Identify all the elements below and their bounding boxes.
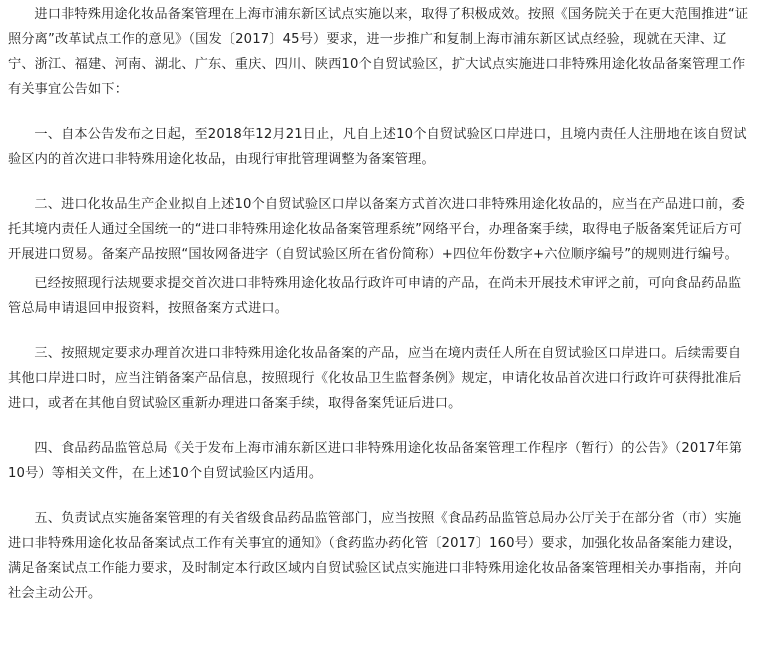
- clause-4-paragraph: 四、食品药品监管总局《关于发布上海市浦东新区进口非特殊用途化妆品备案管理工作程序（暂行）的公告》（2017年第10号）等相关文件，在上述10个自贸试验区内适用。: [8, 441, 743, 481]
- clause-2-paragraph: 二、进口化妆品生产企业拟自上述10个自贸试验区口岸以备案方式首次进口非特殊用途化妆品的，应当在产品进口前，委托其境内责任人通过全国统一的“进口非特殊用途化妆品备案管理系统”网络平台，办理备案手续，取得电子版备案凭证后方可开展进口贸易。备案产品按照“国妆网备进字（自贸试验区所在省份简称）+四位年份数字+六位顺序编号”的规则进行编号。: [8, 197, 746, 262]
- clause-1-paragraph: 一、自本公告发布之日起，至2018年12月21日止，凡自上述10个自贸试验区口岸进口，且境内责任人注册地在该自贸试验区内的首次进口非特殊用途化妆品，由现行审批管理调整为备案管理。: [8, 127, 747, 167]
- clause-5-paragraph: 五、负责试点实施备案管理的有关省级食品药品监管部门，应当按照《食品药品监管总局办公厅关于在部分省（市）实施进口非特殊用途化妆品备案试点工作有关事宜的通知》（食药监办药化管〔2017〕160号）要求，加强化妆品备案能力建设，满足备案试点工作能力要求，及时制定本行政区域内自贸试验区试点实施进口非特殊用途化妆品备案管理相关办事指南，并向社会主动公开。: [8, 511, 742, 601]
- intro-paragraph: 进口非特殊用途化妆品备案管理在上海市浦东新区试点实施以来，取得了积极成效。按照《国务院关于在更大范围推进“证照分离”改革试点工作的意见》（国发〔2017〕45号）要求，进一步推广和复制上海市浦东新区试点经验，现就在天津、辽宁、浙江、福建、河南、湖北、广东、重庆、四川、陕西10个自贸试验区，扩大试点实施进口非特殊用途化妆品备案管理工作有关事宜公告如下：: [8, 7, 749, 97]
- clause-3-paragraph: 三、按照规定要求办理首次进口非特殊用途化妆品备案的产品，应当在境内责任人所在自贸试验区口岸进口。后续需要自其他口岸进口时，应当注销备案产品信息，按照现行《化妆品卫生监督条例》规定，申请化妆品首次进口行政许可获得批准后进口，或者在其他自贸试验区重新办理进口备案手续，取得备案凭证后进口。: [8, 346, 742, 411]
- clause-2-supplement-paragraph: 已经按照现行法规要求提交首次进口非特殊用途化妆品行政许可申请的产品，在尚未开展技术审评之前，可向食品药品监管总局申请退回申报资料，按照备案方式进口。: [8, 276, 742, 316]
